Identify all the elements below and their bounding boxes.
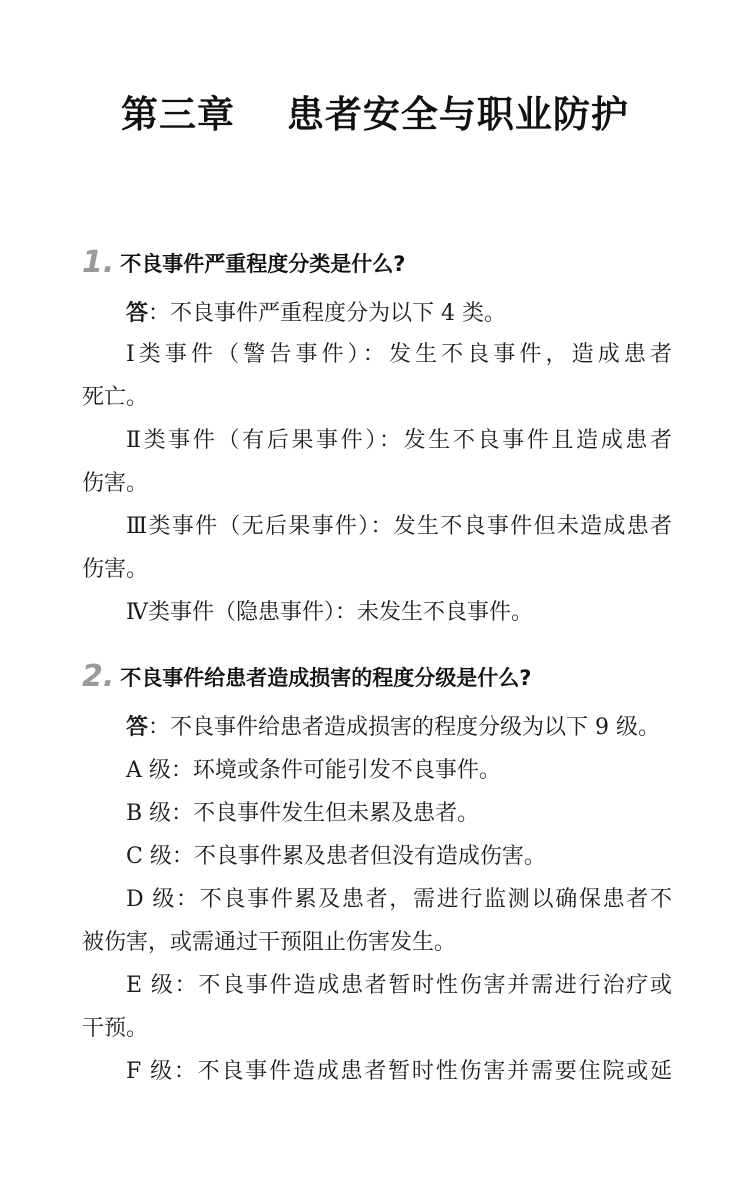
question-text-2: 不良事件给患者造成损害的程度分级是什么? (120, 666, 532, 690)
answer-line: Ⅱ类事件（有后果事件）：发生不良事件且造成患者 (126, 428, 672, 453)
question-heading-2 (82, 657, 531, 697)
answer-intro-1 (82, 298, 672, 329)
question-number-1: 1. (82, 245, 115, 280)
question-heading-1 (82, 243, 405, 283)
answer-line: F 级：不良事件造成患者暂时性伤害并需要住院或延 (126, 1059, 672, 1084)
answer-label-2: 答 (126, 714, 149, 740)
answer-line: A 级：环境或条件可能引发不良事件。 (126, 758, 501, 783)
answer-line: 伤害。 (82, 557, 149, 582)
answer-line: C 级：不良事件累及患者但没有造成伤害。 (126, 844, 546, 869)
answer-intro-text-1: ：不良事件严重程度分为以下 4 类。 (148, 301, 507, 326)
answer-line: B 级：不良事件发生但未累及患者。 (126, 801, 480, 826)
answer-line: 伤害。 (82, 471, 149, 496)
answer-line: E 级：不良事件造成患者暂时性伤害并需进行治疗或 (126, 973, 672, 998)
answer-line: Ⅳ类事件（隐患事件）：未发生不良事件。 (126, 600, 533, 625)
question-text-1: 不良事件严重程度分类是什么? (120, 252, 406, 276)
answer-line: 干预。 (82, 1016, 149, 1041)
answer-line: D 级：不良事件累及患者，需进行监测以确保患者不 (126, 887, 672, 912)
answer-line: 死亡。 (82, 385, 149, 410)
chapter-title: 第三章 患者安全与职业防护 (121, 92, 629, 136)
answer-line: 被伤害，或需通过干预阻止伤害发生。 (82, 930, 457, 955)
answer-label-1: 答 (126, 300, 149, 326)
answer-line: Ⅰ类事件（警告事件）：发生不良事件，造成患者 (126, 342, 672, 367)
answer-intro-2 (82, 712, 672, 743)
question-number-2: 2. (82, 659, 115, 694)
answer-intro-text-2: ：不良事件给患者造成损害的程度分级为以下 9 级。 (148, 715, 661, 740)
answer-line: Ⅲ类事件（无后果事件）：发生不良事件但未造成患者 (126, 514, 672, 539)
